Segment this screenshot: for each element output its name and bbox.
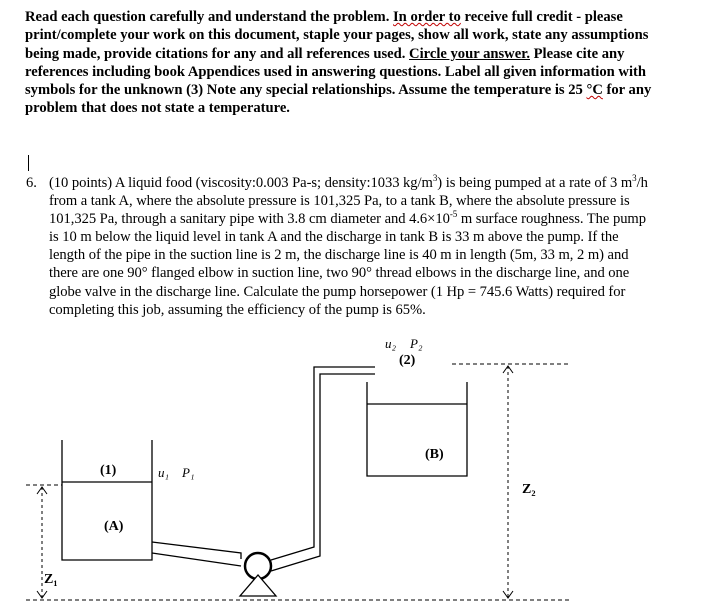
pressure-p2-label: P₂ xyxy=(410,336,423,351)
question-part-3: /h from a tank A, where the absolute pressure is 101,325 Pa, to a tank B, where the absolute pressure is 101,325 Pa, through a sanitary pipe with 3.8 cm diameter and 4.6×10 xyxy=(49,175,648,228)
discharge-line-outer xyxy=(271,367,375,560)
z2-dimension-arrow xyxy=(503,366,513,598)
z1-label: Z₁ xyxy=(44,572,58,587)
superscript-exponent: -5 xyxy=(449,209,458,220)
instructions-seg7: for any problem that does not state a temperature. xyxy=(25,82,652,117)
question-part-4: m surface roughness. The pump is 10 m below the liquid level in tank A and the discharge in tank B is 33 m above the pump. If the length of the pipe in the suction line is 2 m, the discharge line is 40 m in length (5m, 33 m, 2 m) and there are one 90° flanged elbow in suction line, two 90° thread elbows in the discharge line, and one globe valve in the discharge line. Calculate the pump horsepower (1 Hp = 745.6 Watts) required for completing this job, assuming the efficiency of the pump is 65%. xyxy=(49,211,646,318)
question-part-1: (10 points) A liquid food (viscosity:0.003 Pa-s; density:1033 kg/m xyxy=(49,175,433,191)
superscript-cubed-2: 3 xyxy=(632,173,637,184)
discharge-line-inner xyxy=(271,374,375,571)
instructions-circle-answer: Circle your answer. xyxy=(409,45,530,62)
tank-b xyxy=(367,382,467,476)
z2-label: Z₂ xyxy=(522,482,536,497)
velocity-u2-label: u₂ xyxy=(385,336,397,351)
question-part-2: ) is being pumped at a rate of 3 m xyxy=(437,175,633,191)
instructions-seg3: receive full credit - please print/complete your work on this document, staple your pages, show all work, state any assumptions being made, provide citations for any and all references used. xyxy=(25,9,649,62)
point-2-label: (2) xyxy=(399,353,416,368)
suction-line-bottom xyxy=(152,553,241,566)
instructions-seg5: Please cite any references including book Appendices used in answering questions. Label all given information with symbols for the unknown (3) Note any special relationships. Assume the temperature is 25 xyxy=(25,45,646,99)
tank-a-outline xyxy=(62,440,152,560)
suction-line-top xyxy=(152,542,241,559)
point-1-label: (1) xyxy=(100,463,117,478)
pressure-p1-label: P₁ xyxy=(182,465,195,480)
tank-b-outline xyxy=(367,382,467,476)
tank-a xyxy=(62,440,152,560)
instructions-seg1: Read each question carefully and understand the problem. xyxy=(25,9,393,25)
pump-base xyxy=(240,575,276,596)
instructions-in-order-to: In order to xyxy=(393,9,461,25)
question-number: 6. xyxy=(26,175,37,191)
tank-b-label: (B) xyxy=(425,447,444,462)
superscript-cubed-1: 3 xyxy=(432,173,438,184)
pump-icon xyxy=(240,553,276,596)
velocity-u1-label: u₁ xyxy=(158,465,170,480)
instructions-degree-c: °C xyxy=(586,82,603,99)
tank-a-label: (A) xyxy=(104,519,124,534)
